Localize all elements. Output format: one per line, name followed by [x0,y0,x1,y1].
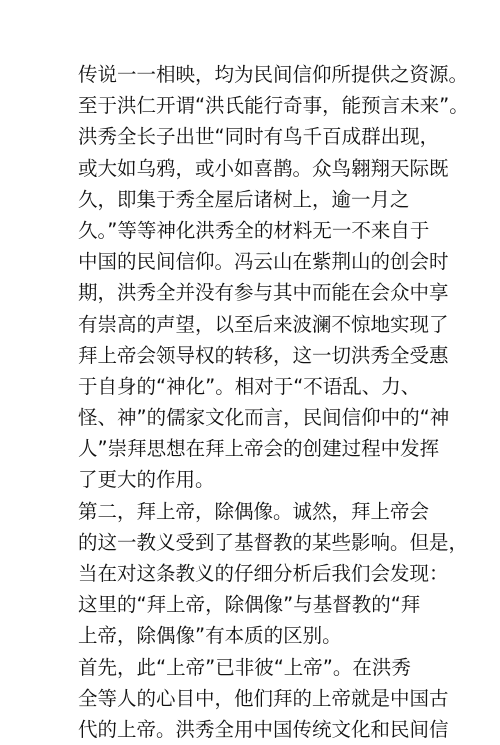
text-line: 人”崇拜思想在拜上帝会的创建过程中发挥 [78,437,440,461]
text-line: 上帝，除偶像”有本质的区别。 [78,624,342,648]
text-line: 当在对这条教义的仔细分析后我们会发现： [78,562,449,585]
text-line: 期，洪秀全并没有参与其中而能在会众中享 [78,281,449,305]
text-line: 首先，此“上帝”已非彼“上帝”。在洪秀 [78,655,411,679]
body-text [78,59,478,745]
text-line: 第二，拜上帝，除偶像。诚然，拜上帝会 [78,499,430,523]
text-line: 怪、神”的儒家文化而言，民间信仰中的“神 [78,406,450,430]
text-line: 有崇高的声望，以至后来波澜不惊地实现了 [78,312,449,336]
text-line: 了更大的作用。 [78,468,215,492]
text-line: 这里的“拜上帝，除偶像”与基督教的“拜 [78,593,421,617]
text-line: 传说一一相映，均为民间信仰所提供之资源。 [78,63,469,86]
text-line: 久，即集于秀全屋后诸树上，逾一月之 [78,187,410,211]
text-line: 代的上帝。洪秀全用中国传统文化和民间信 [78,717,449,741]
text-line: 于自身的“神化”。相对于“不语乱、力、 [78,374,421,398]
text-line: 洪秀全长子出世“同时有鸟千百成群出现， [78,125,440,149]
text-line: 拜上帝会领导权的转移，这一切洪秀全受惠 [78,343,449,367]
text-line: 或大如乌鸦，或小如喜鹊。众鸟翱翔天际既 [78,156,449,180]
text-line: 久。”等等神化洪秀全的材料无一不来自于 [78,218,430,242]
text-line: 全等人的心目中，他们拜的上帝就是中国古 [78,686,449,710]
text-line: 中国的民间信仰。冯云山在紫荆山的创会时 [78,250,449,274]
text-line: 至于洪仁开谓“洪氏能行奇事，能预言未来”。 [78,94,469,118]
text-line: 的这一教义受到了基督教的某些影响。但是， [78,530,469,554]
